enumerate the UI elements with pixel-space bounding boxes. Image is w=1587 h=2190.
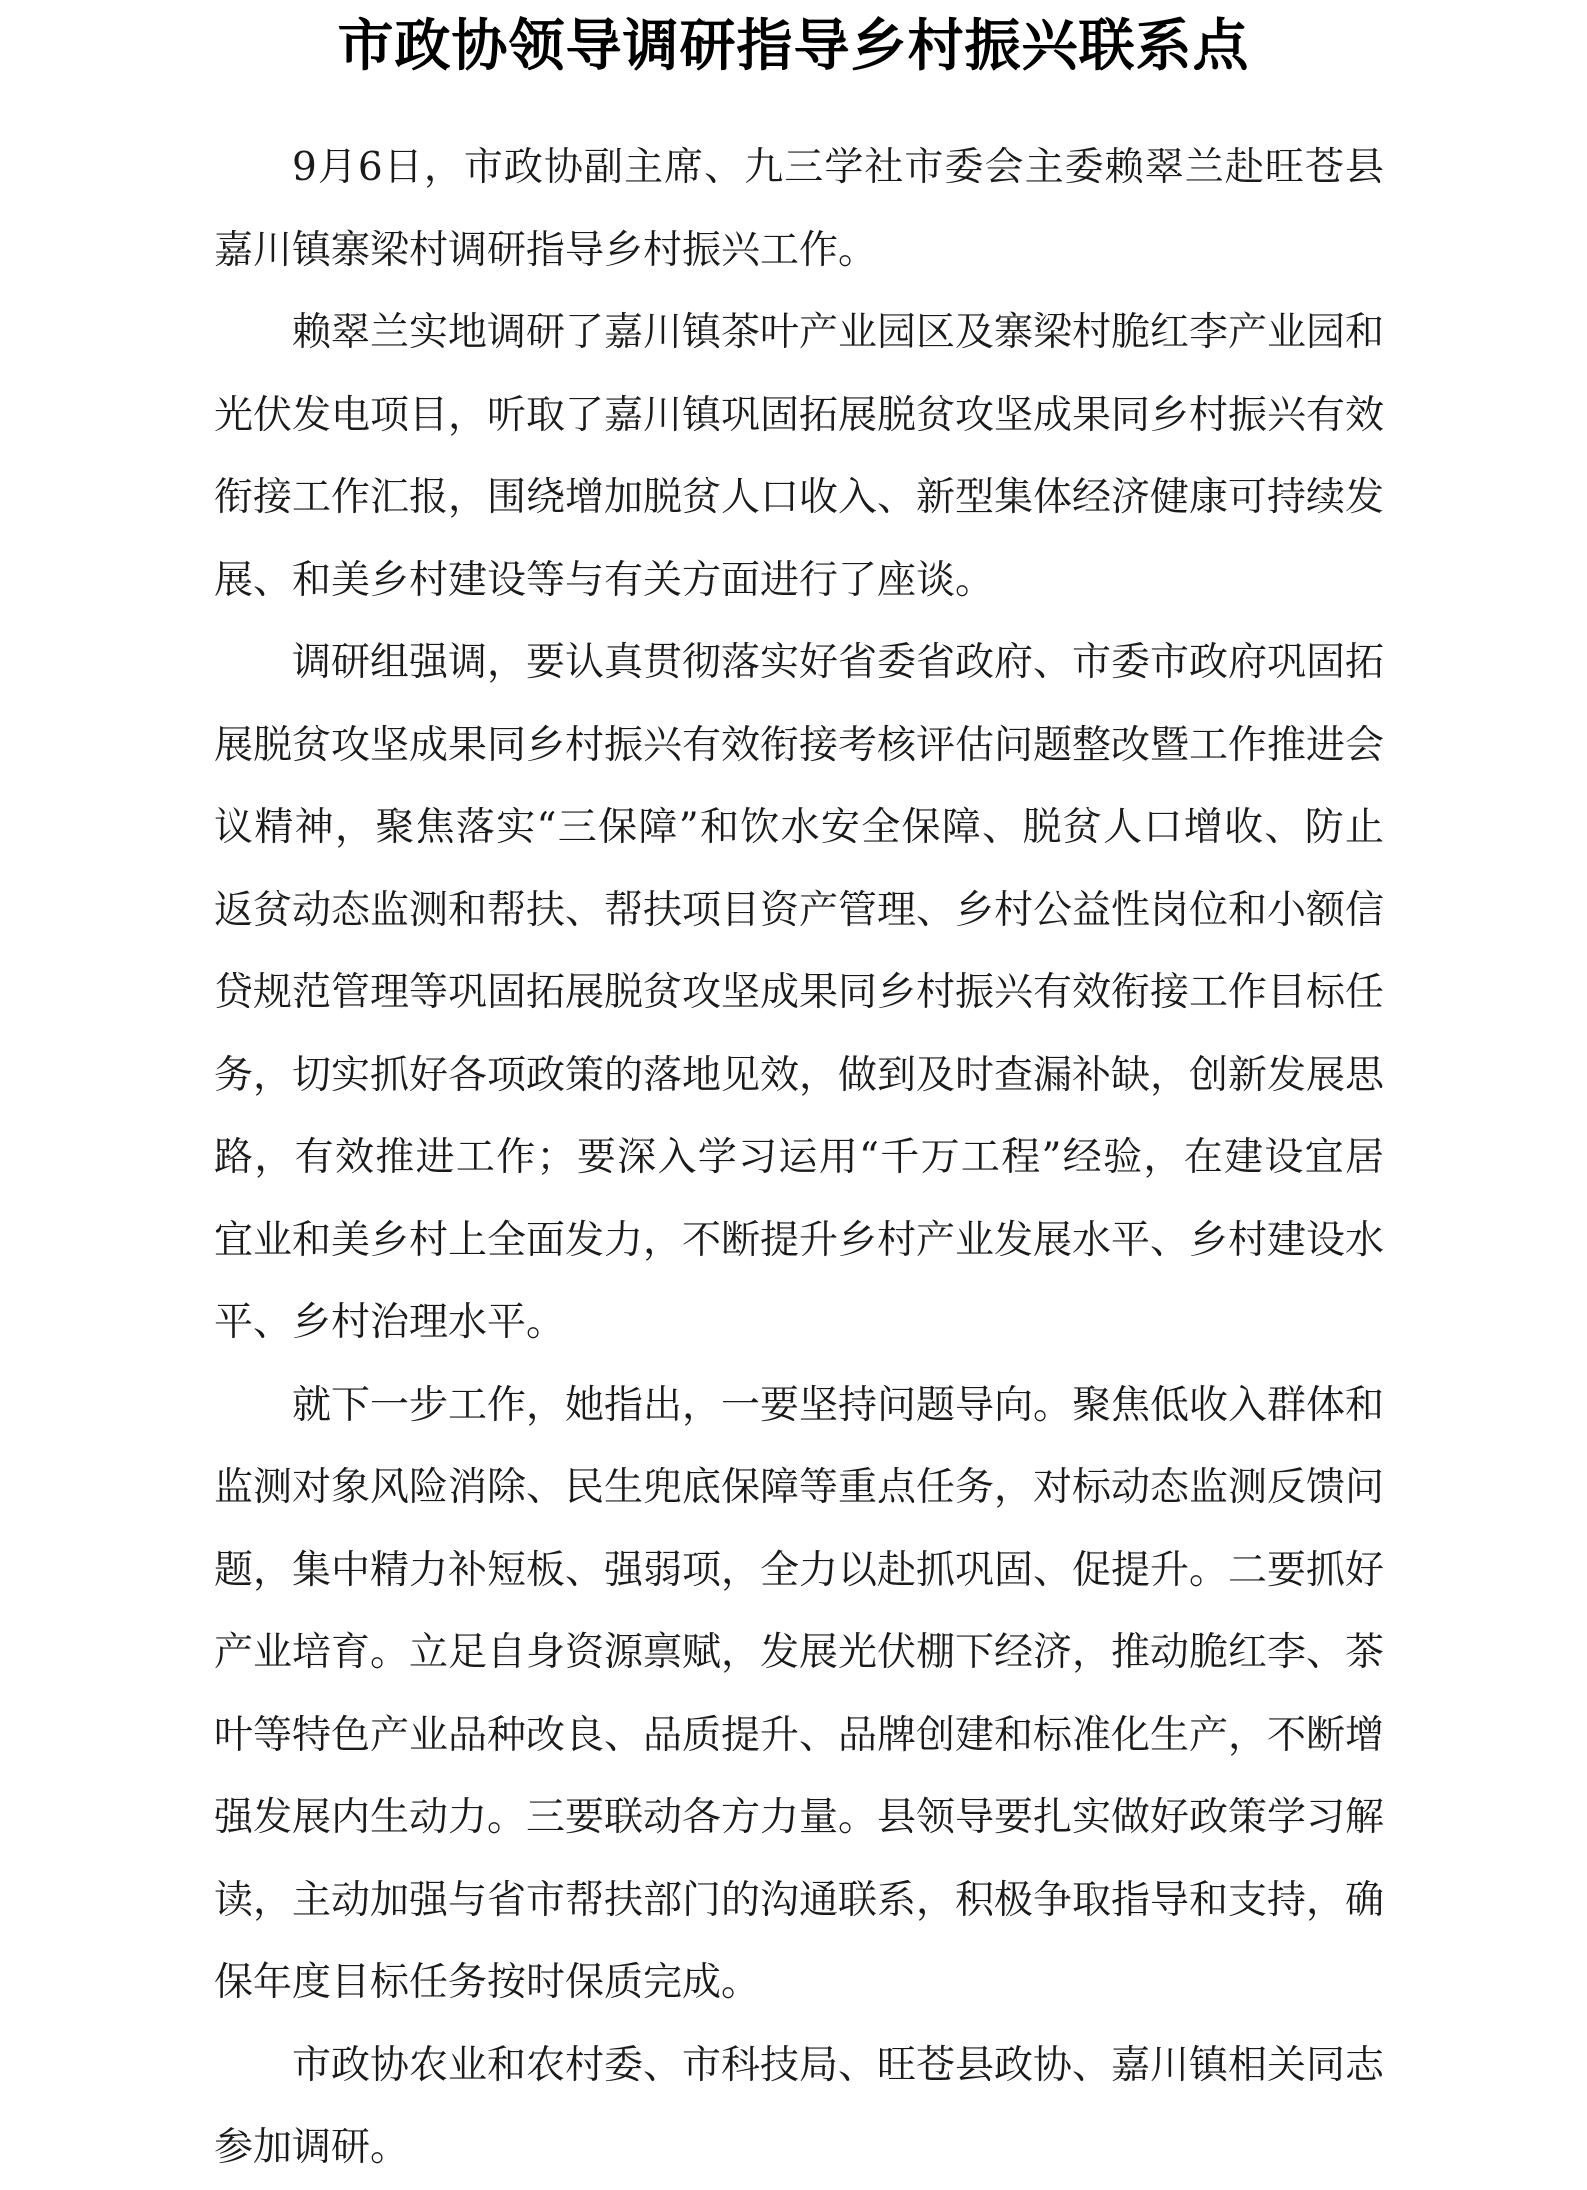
- document-title: 市政协领导调研指导乡村振兴联系点: [337, 13, 1250, 79]
- paragraph-3: 调研组强调，要认真贯彻落实好省委省政府、市委市政府巩固拓展脱贫攻坚成果同乡村振兴有效衔接考核评估问题整改暨工作推进会议精神，聚焦落实“三保障”和饮水安全保障、脱贫人口增收、防止返贫动态监测和帮扶、帮扶项目资产管理、乡村公益性岗位和小额信贷规范管理等巩固拓展脱贫攻坚成果同乡村振兴有效衔接工作目标任务，切实抓好各项政策的落地见效，做到及时查漏补缺，创新发展思路，有效推进工作；要深入学习运用“千万工程”经验，在建设宜居宜业和美乡村上全面发力，不断提升乡村产业发展水平、乡村建设水平、乡村治理水平。: [214, 640, 1385, 1345]
- paragraph-4: 就下一步工作，她指出，一要坚持问题导向。聚焦低收入群体和监测对象风险消除、民生兜底保障等重点任务，对标动态监测反馈问题，集中精力补短板、强弱项，全力以赴抓巩固、促提升。二要抓好产业培育。立足自身资源禀赋，发展光伏棚下经济，推动脆红李、茶叶等特色产业品种改良、品质提升、品牌创建和标准化生产，不断增强发展内生动力。三要联动各方力量。县领导要扎实做好政策学习解读，主动加强与省市帮扶部门的沟通联系，积极争取指导和支持，确保年度目标任务按时保质完成。: [214, 1382, 1385, 2005]
- paragraph-2: 赖翠兰实地调研了嘉川镇茶叶产业园区及寨梁村脆红李产业园和光伏发电项目，听取了嘉川镇巩固拓展脱贫攻坚成果同乡村振兴有效衔接工作汇报，围绕增加脱贫人口收入、新型集体经济健康可持续发展、和美乡村建设等与有关方面进行了座谈。: [214, 310, 1385, 603]
- paragraph-1: 9月6日，市政协副主席、九三学社市委会主委赖翠兰赴旺苍县嘉川镇寨梁村调研指导乡村振兴工作。: [214, 145, 1384, 273]
- article-body: [214, 127, 1384, 2190]
- paragraph-5: 市政协农业和农村委、市科技局、旺苍县政协、嘉川镇相关同志参加调研。: [214, 2042, 1385, 2170]
